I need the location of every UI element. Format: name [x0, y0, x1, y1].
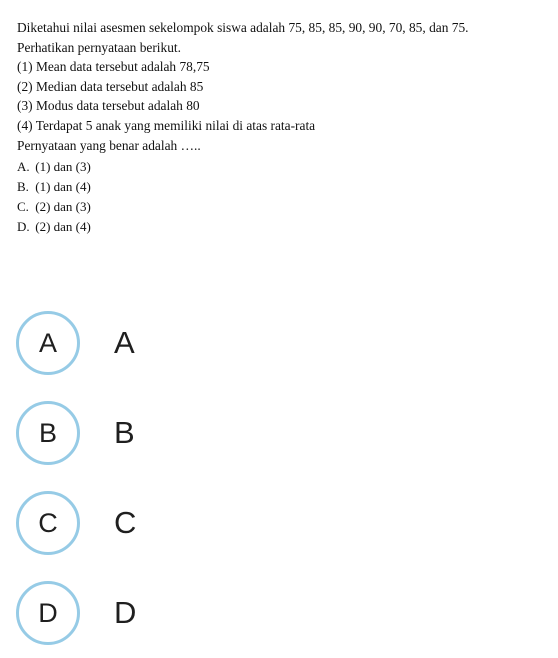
choice-list	[17, 157, 552, 237]
choice-c-letter: C.	[17, 199, 29, 215]
question-instruction: Perhatikan pernyataan berikut.	[17, 39, 181, 55]
choice-d-letter: D.	[17, 219, 30, 235]
choice-d	[17, 217, 552, 237]
question-intro: Diketahui nilai asesmen sekelompok siswa adalah 75, 85, 85, 90, 90, 70, 85, dan 75.	[17, 20, 469, 35]
choice-a	[17, 157, 552, 177]
statement-2: (2) Median data tersebut adalah 85	[17, 78, 204, 94]
answer-bubble-a[interactable]: A	[16, 311, 80, 375]
answer-bubble-c[interactable]: C	[16, 491, 80, 555]
statement-3: (3) Modus data tersebut adalah 80	[17, 98, 200, 114]
choice-b	[17, 177, 552, 197]
choice-c	[17, 197, 552, 217]
answer-label-c[interactable]: C	[114, 505, 137, 540]
choice-b-text: (1) dan (4)	[35, 179, 91, 195]
choice-d-text: (2) dan (4)	[35, 219, 91, 235]
answer-label-b[interactable]: B	[114, 415, 135, 450]
question-text	[17, 18, 552, 237]
answer-option-c[interactable]	[16, 478, 316, 568]
answer-option-d[interactable]	[16, 568, 316, 658]
answer-option-a[interactable]	[16, 298, 316, 388]
answer-label-a[interactable]: A	[114, 325, 135, 360]
question-prompt: Pernyataan yang benar adalah …..	[17, 137, 201, 153]
choice-b-letter: B.	[17, 179, 29, 195]
statement-1: (1) Mean data tersebut adalah 78,75	[17, 59, 210, 75]
answer-bubble-b[interactable]: B	[16, 401, 80, 465]
statement-4: (4) Terdapat 5 anak yang memiliki nilai di atas rata-rata	[17, 117, 316, 133]
choice-c-text: (2) dan (3)	[35, 199, 91, 215]
choice-a-letter: A.	[17, 159, 30, 175]
answer-bubble-d[interactable]: D	[16, 581, 80, 645]
answer-label-d[interactable]: D	[114, 595, 137, 630]
answer-option-b[interactable]	[16, 388, 316, 478]
choice-a-text: (1) dan (3)	[35, 159, 91, 175]
answer-options	[16, 298, 316, 658]
